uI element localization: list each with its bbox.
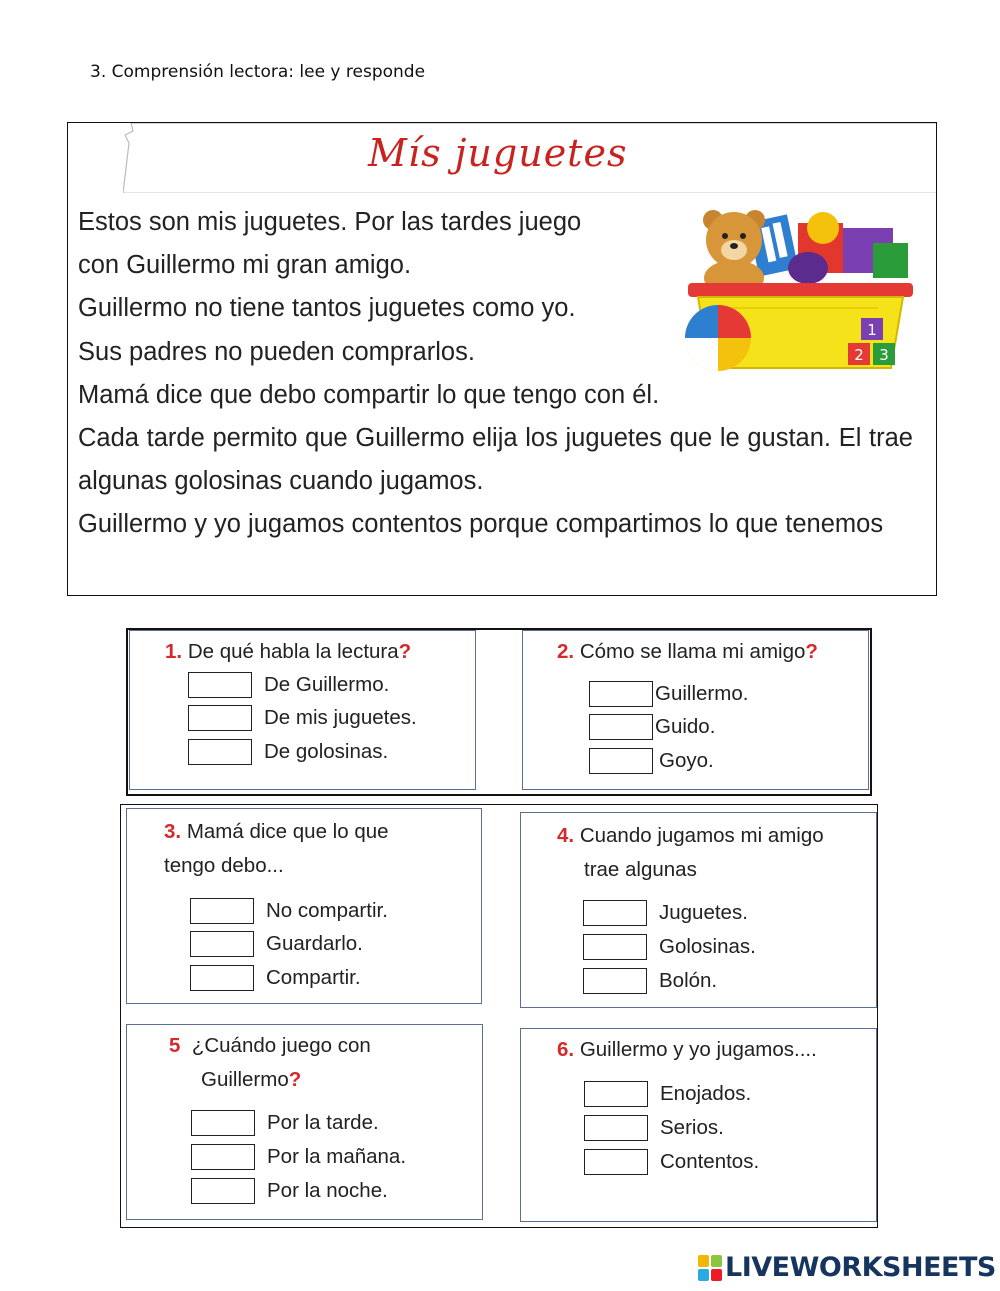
- option-row: [190, 929, 363, 959]
- answer-checkbox[interactable]: [584, 1149, 648, 1175]
- reading-line: Cada tarde permito que Guillermo elija los juguetes que le gustan. El trae algunas golosinas cuando jugamos.: [78, 424, 913, 496]
- question-card-6: [520, 1028, 877, 1222]
- question-card-5: [126, 1024, 483, 1220]
- answer-checkbox[interactable]: [584, 1115, 648, 1141]
- question-2-text: 2. Cómo se llama mi amigo?: [557, 640, 818, 663]
- question-card-1: [129, 630, 476, 790]
- answer-checkbox[interactable]: [584, 1081, 648, 1107]
- answer-checkbox[interactable]: [589, 748, 653, 774]
- reading-line: Guillermo no tiene tantos juguetes como yo.: [78, 294, 576, 323]
- option-label: Por la tarde.: [267, 1111, 379, 1134]
- option-label: Compartir.: [266, 966, 361, 989]
- option-row: [584, 1079, 751, 1109]
- option-row: [191, 1108, 379, 1138]
- answer-checkbox[interactable]: [589, 681, 653, 707]
- option-row: [188, 703, 417, 733]
- question-card-3: [126, 808, 482, 1004]
- question-card-2: [522, 630, 869, 790]
- option-label: Contentos.: [660, 1150, 760, 1173]
- toy-block-label: 1: [867, 321, 877, 339]
- liveworksheets-logo-text: LIVEWORKSHEETS: [725, 1252, 996, 1283]
- option-row: [191, 1142, 406, 1172]
- question-1-text: 1. De qué habla la lectura?: [165, 640, 412, 663]
- logo-square: [711, 1255, 722, 1267]
- toy-block-label: 3: [879, 346, 889, 364]
- logo-square: [698, 1255, 709, 1267]
- option-row: [589, 746, 714, 776]
- option-label: Golosinas.: [659, 935, 756, 958]
- question-4-text: 4. Cuando jugamos mi amigo trae algunas: [557, 824, 824, 881]
- option-label: Bolón.: [659, 969, 718, 992]
- option-row: [583, 898, 748, 928]
- question-card-4: [520, 812, 877, 1008]
- answer-checkbox[interactable]: [191, 1144, 255, 1170]
- answer-checkbox[interactable]: [188, 705, 252, 731]
- option-label: De Guillermo.: [264, 673, 390, 696]
- answer-checkbox[interactable]: [191, 1110, 255, 1136]
- option-label: De mis juguetes.: [264, 706, 417, 729]
- logo-square: [711, 1269, 722, 1281]
- option-label: Guardarlo.: [266, 932, 363, 955]
- option-label: De golosinas.: [264, 740, 389, 763]
- option-row: [583, 932, 756, 962]
- option-row: [584, 1113, 724, 1143]
- answer-checkbox[interactable]: [191, 1178, 255, 1204]
- answer-checkbox[interactable]: [190, 898, 254, 924]
- reading-panel: [67, 122, 937, 596]
- option-label: Guillermo.: [655, 682, 749, 705]
- liveworksheets-logo-icon: [698, 1255, 722, 1281]
- option-label: Guido.: [655, 715, 716, 738]
- option-label: Enojados.: [660, 1082, 752, 1105]
- option-row: [188, 670, 389, 700]
- option-label: Juguetes.: [659, 901, 748, 924]
- option-label: Por la noche.: [267, 1179, 388, 1202]
- reading-line: Sus padres no pueden comprarlos.: [78, 337, 475, 366]
- logo-square: [698, 1269, 709, 1281]
- answer-checkbox[interactable]: [583, 934, 647, 960]
- answer-checkbox[interactable]: [190, 965, 254, 991]
- option-label: Goyo.: [659, 749, 714, 772]
- reading-line: con Guillermo mi gran amigo.: [78, 251, 412, 280]
- reading-line: Estos son mis juguetes. Por las tardes juego: [78, 208, 582, 236]
- option-row: [584, 1147, 759, 1177]
- reading-title: Mís juguetes: [368, 131, 628, 175]
- option-label: No compartir.: [266, 899, 388, 922]
- option-row: [190, 896, 388, 926]
- question-3-text: 3. Mamá dice que lo que tengo debo...: [164, 820, 389, 877]
- liveworksheets-logo[interactable]: [698, 1252, 996, 1283]
- option-row: [191, 1176, 388, 1206]
- answer-checkbox[interactable]: [190, 931, 254, 957]
- question-5-text: 5 ¿Cuándo juego con Guillermo?: [169, 1034, 371, 1091]
- option-row: [190, 963, 361, 993]
- reading-line: Mamá dice que debo compartir lo que tengo con él.: [78, 380, 660, 409]
- answer-checkbox[interactable]: [188, 739, 252, 765]
- option-row: [188, 737, 388, 767]
- option-label: Por la mañana.: [267, 1145, 407, 1168]
- toy-box-illustration: [683, 198, 928, 378]
- question-6-text: 6. Guillermo y yo jugamos....: [557, 1038, 817, 1061]
- answer-checkbox[interactable]: [583, 900, 647, 926]
- option-row: [589, 679, 748, 709]
- reading-line: Guillermo y yo jugamos contentos porque compartimos lo que tenemos: [78, 510, 884, 539]
- option-row: [589, 712, 715, 742]
- answer-checkbox[interactable]: [188, 672, 252, 698]
- option-label: Serios.: [660, 1116, 724, 1139]
- answer-checkbox[interactable]: [583, 968, 647, 994]
- answer-checkbox[interactable]: [589, 714, 653, 740]
- option-row: [583, 966, 717, 996]
- toy-block-label: 2: [854, 346, 864, 364]
- exercise-heading: 3. Comprensión lectora: lee y responde: [90, 62, 426, 82]
